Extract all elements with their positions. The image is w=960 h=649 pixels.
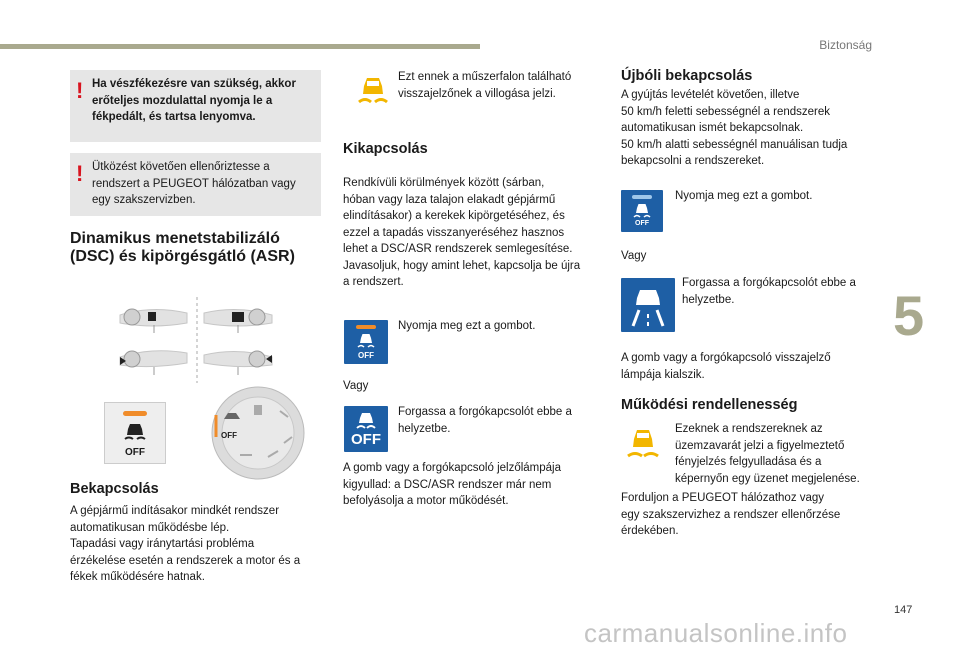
dsc-off-button-icon: OFF: [344, 320, 388, 364]
section-title-bekapcsolas: Bekapcsolás: [70, 481, 159, 497]
stalk-top-left: [120, 309, 187, 333]
skid-car-icon: [123, 421, 147, 441]
chapter-number: 5: [893, 284, 925, 347]
orange-indicator-lamp: [123, 411, 147, 416]
skid-car-off-icon: [633, 202, 651, 218]
stalk-bottom-right: [204, 351, 272, 375]
dsc-off-button-icon: OFF: [621, 190, 663, 232]
col2-or-text: Vagy: [343, 380, 369, 392]
kikapcsolas-text: Rendkívüli körülmények között (sárban, hóban vagy laza talajon elakadt gépjármű elindításakor) a kerekek kipörgetéséhez, és ezzel a tapadás visszanyeréséhez hasznos lehet a DSC/ASR rendszerek semlegesítése. Javasoljuk, hogy amint lehet, kapcsolja be újra a rendszert.: [343, 177, 581, 288]
warning-box-2: [70, 153, 321, 216]
warning-box-1: [70, 70, 321, 142]
col3-press-text: Nyomja meg ezt a gombot.: [675, 190, 813, 202]
col2-intro-text: Ezt ennek a műszerfalon található visszajelzőnek a villogása jelzi.: [398, 71, 572, 100]
section-title-dsc: Dinamikus menetstabilizáló (DSC) és kipörgésgátló (ASR): [70, 230, 295, 265]
knob-off-label: OFF: [221, 431, 237, 440]
bekapcsolas-text: A gépjármű indításakor mindkét rendszer automatikusan működésbe lép. Tapadási vagy iránytartási probléma érzékelése esetén a rendszerek a motor és a fékek működésére hatnak.: [70, 505, 301, 583]
warning-text-2: Ütközést követően ellenőriztesse a rendszert a PEUGEOT hálózatban vagy egy szakszervizben.: [92, 161, 296, 206]
col3-or-text: Vagy: [621, 250, 647, 262]
dsc-off-button-illustration: [104, 402, 166, 464]
road-lane-icon: [621, 278, 675, 332]
col2-press-text: Nyomja meg ezt a gombot.: [398, 320, 536, 332]
warning-text-1: Ha vészfékezésre van szükség, akkor erőteljes mozdulattal nyomja le a fékpedált, és tartsa lenyomva.: [92, 78, 296, 123]
skid-car-off-icon: [357, 332, 375, 348]
page-number: 147: [894, 604, 913, 616]
col2-end-text: A gomb vagy a forgókapcsoló jelzőlámpája kigyullad: a DSC/ASR rendszer már nem befolyásolja a motor működését.: [343, 462, 561, 507]
contact-text: Forduljon a PEUGEOT hálózathoz vagy egy szakszervizhez a rendszer ellenőrzése érdekében.: [621, 492, 841, 537]
skid-warning-lamp-icon: [355, 72, 391, 108]
warning-exclamation-icon: !: [76, 78, 84, 103]
dsc-off-dial-position-icon: OFF: [344, 406, 388, 452]
button-off-label: OFF: [125, 447, 145, 458]
section-label: Biztonság: [819, 38, 872, 52]
fault-text: Ezeknek a rendszereknek az üzemzavarát jelzi a figyelmeztető fényjelzés felgyulladása és a képernyőn egy üzenet megjelenése.: [675, 423, 860, 485]
col2-turn-text: Forgassa a forgókapcsolót ebbe a helyzetbe.: [398, 406, 572, 435]
stalk-bottom-left: [120, 351, 187, 375]
stalk-top-right: [204, 309, 272, 333]
header-band: [0, 44, 480, 49]
col3-lamp-text: A gomb vagy a forgókapcsoló visszajelző lámpája kialszik.: [621, 352, 831, 381]
watermark: carmanualsonline.info: [584, 618, 848, 648]
section-title-ujboli-bekapcsolas: Újbóli bekapcsolás: [621, 68, 753, 84]
steering-stalk-illustration: [112, 295, 287, 385]
col3-turn-text: Forgassa a forgókapcsolót ebbe a helyzetbe.: [682, 277, 856, 306]
ujboli-text: A gyújtás levételét követően, illetve 50 km/h feletti sebességnél a rendszerek automatikusan ismét bekapcsolnak. 50 km/h alatti sebességnél manuálisan tudja bekapcsolni a rendszereket.: [621, 89, 848, 167]
skid-car-off-icon: [356, 410, 376, 430]
fault-warning-lamp-icon: [624, 424, 662, 462]
warning-exclamation-icon: !: [76, 161, 84, 186]
section-title-kikapcsolas: Kikapcsolás: [343, 141, 428, 157]
section-title-mukodesi-rendellenesseg: Működési rendellenesség: [621, 397, 798, 413]
